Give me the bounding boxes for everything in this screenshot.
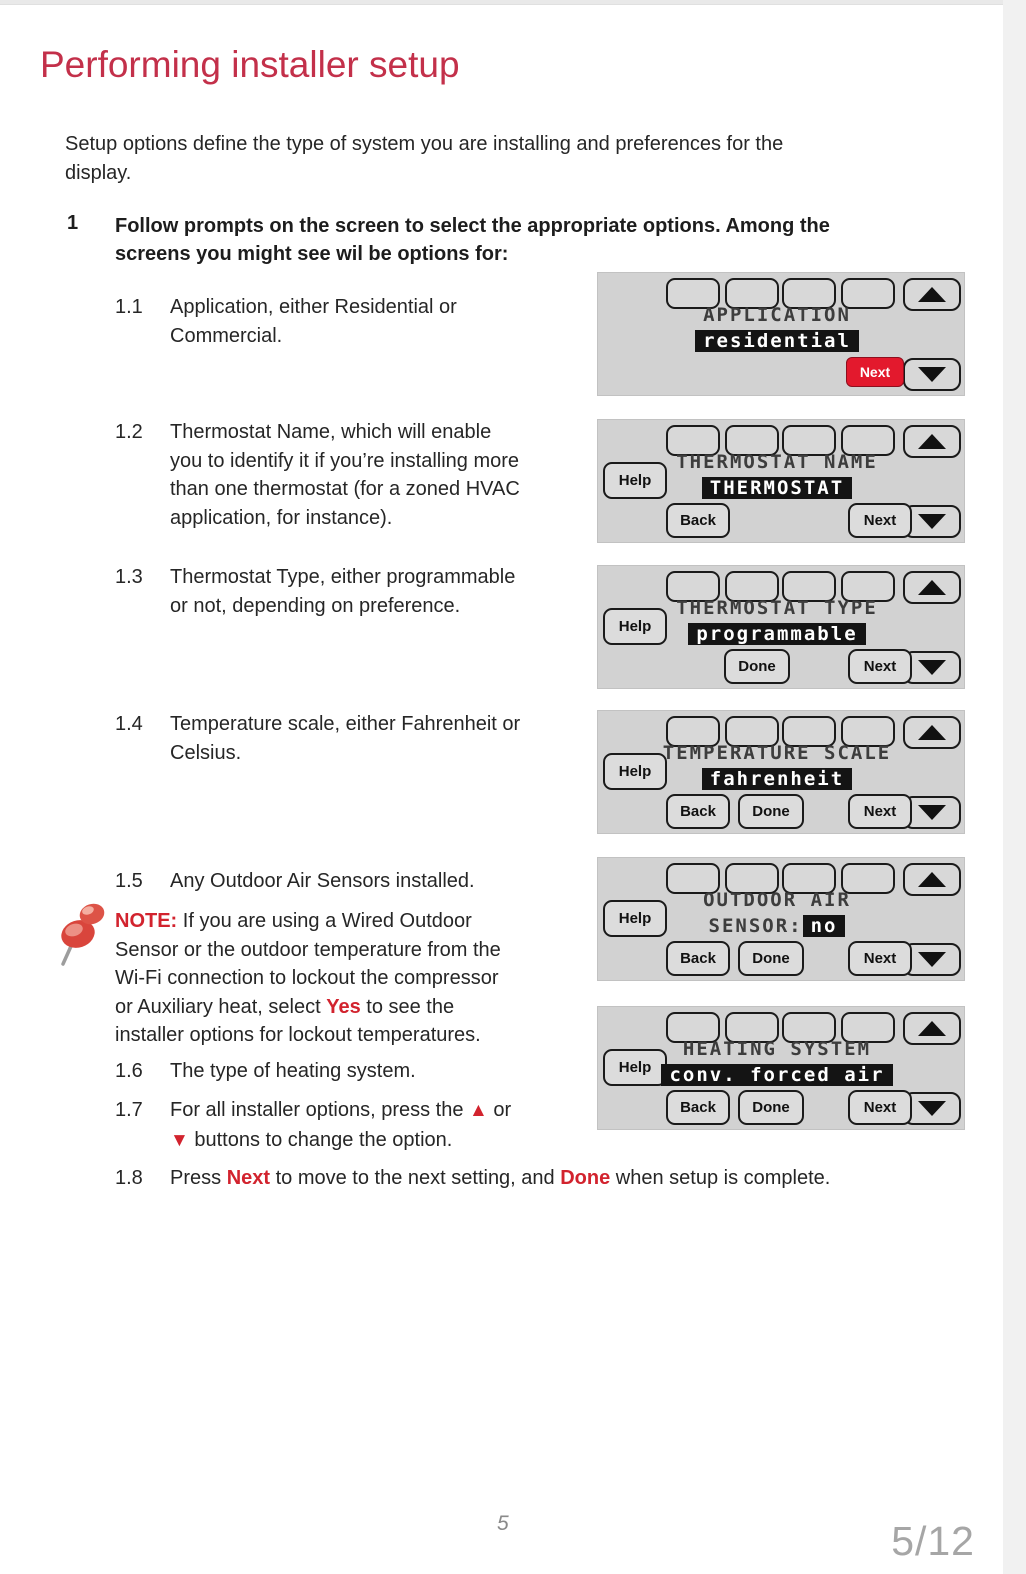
up-arrow-button [903, 863, 961, 896]
step-number: 1.5 [115, 870, 143, 892]
help-button: Help [603, 753, 667, 790]
step-1-3 [115, 563, 655, 620]
arrow-down-icon [918, 1101, 946, 1116]
step-text: Any Outdoor Air Sensors installed. [170, 870, 475, 892]
back-button: Back [666, 503, 730, 538]
thermostat-lcd [658, 303, 896, 354]
step-1-number: 1 [67, 212, 79, 234]
note-paragraph: NOTE: If you are using a Wired Outdoor Sensor or the outdoor temperature from the Wi-Fi connection to lockout the compressor or Auxiliary heat, select Yes to see the installer options for lockout temperatures. [115, 910, 501, 1046]
lcd-value-line: conv. forced air [661, 1063, 892, 1088]
arrow-up-icon [918, 1021, 946, 1036]
done-button: Done [738, 941, 804, 976]
thermostat-screen-thermostat-name [597, 419, 965, 543]
done-button: Done [738, 1090, 804, 1125]
step-text: The type of heating system. [170, 1060, 416, 1082]
help-button: Help [603, 462, 667, 499]
step-text: For all installer options, press the ▲ or ▼ buttons to change the option. [170, 1099, 512, 1151]
step-number: 1.1 [115, 296, 143, 318]
step-number: 1.6 [115, 1060, 143, 1082]
back-button: Back [666, 1090, 730, 1125]
step-1-heading: Follow prompts on the screen to select the appropriate options. Among the screens you might see wil be options for: [115, 215, 830, 265]
thermostat-screen-temperature-scale [597, 710, 965, 834]
step-1-1 [115, 293, 635, 350]
step-1-6 [115, 1057, 655, 1086]
page-number: 5 [497, 1512, 509, 1535]
up-arrow-button [903, 571, 961, 604]
step-text: Thermostat Name, which will enable you to identify it if you’re installing more than one thermostat (for a zoned HVAC application, for instance). [170, 421, 520, 529]
step-number: 1.7 [115, 1099, 143, 1121]
page-title: Performing installer setup [40, 44, 460, 85]
arrow-up-icon [918, 872, 946, 887]
step-1-4 [115, 710, 655, 767]
down-arrow-button [903, 358, 961, 391]
lcd-title: THERMOSTAT TYPE [676, 597, 878, 619]
lcd-value-line: residential [695, 329, 859, 354]
step-number: 1.4 [115, 713, 143, 735]
thermostat-screen-thermostat-type [597, 565, 965, 689]
arrow-down-icon [918, 514, 946, 529]
step-number: 1.8 [115, 1167, 143, 1189]
step-1-5 [115, 867, 655, 896]
viewer-top-edge [0, 0, 1026, 5]
step-1-7 [115, 1096, 655, 1155]
next-button: Next [848, 1090, 912, 1125]
back-button: Back [666, 794, 730, 829]
lcd-value-line: programmable [688, 622, 865, 647]
lcd-value-line: fahrenheit [702, 767, 852, 792]
done-button: Done [738, 794, 804, 829]
step-text: Thermostat Type, either programmable or not, depending on preference. [170, 566, 516, 617]
thermostat-lcd [658, 741, 896, 792]
arrow-down-icon [918, 367, 946, 382]
lcd-value-line: THERMOSTAT [702, 476, 852, 501]
next-button-red: Next [846, 357, 904, 387]
lcd-title: APPLICATION [703, 304, 851, 326]
step-text: Application, either Residential or Commercial. [170, 296, 457, 347]
arrow-up-icon [918, 725, 946, 740]
step-text: Press Next to move to the next setting, and Done when setup is complete. [170, 1167, 831, 1189]
thermostat-screen-application [597, 272, 965, 396]
lcd-title: THERMOSTAT NAME [676, 451, 878, 473]
arrow-down-icon [918, 660, 946, 675]
back-button: Back [666, 941, 730, 976]
lcd-value-line: SENSOR: no [709, 914, 846, 939]
page-position-indicator: 5/12 [891, 1518, 975, 1564]
pushpin-icon [58, 900, 108, 970]
thermostat-lcd [658, 888, 896, 939]
thermostat-screen-heating-system [597, 1006, 965, 1130]
arrow-up-icon [918, 580, 946, 595]
intro-paragraph: Setup options define the type of system you are installing and preferences for the display. [65, 133, 784, 184]
next-button: Next [848, 503, 912, 538]
lcd-title: TEMPERATURE SCALE [662, 742, 892, 764]
step-1-8 [115, 1164, 995, 1193]
thermostat-lcd [658, 596, 896, 647]
help-button: Help [603, 900, 667, 937]
next-button: Next [848, 649, 912, 684]
lcd-title: HEATING SYSTEM [682, 1038, 872, 1060]
help-button: Help [603, 608, 667, 645]
up-arrow-button [903, 425, 961, 458]
arrow-up-icon [918, 434, 946, 449]
done-button: Done [724, 649, 790, 684]
step-number: 1.2 [115, 421, 143, 443]
thermostat-screen-outdoor-air-sensor [597, 857, 965, 981]
step-1-2 [115, 418, 655, 532]
lcd-title: OUTDOOR AIR [703, 889, 851, 911]
next-button: Next [848, 794, 912, 829]
viewer-right-margin [1003, 0, 1026, 1574]
help-button: Help [603, 1049, 667, 1086]
arrow-up-icon [918, 287, 946, 302]
next-button: Next [848, 941, 912, 976]
step-text: Temperature scale, either Fahrenheit or Celsius. [170, 713, 521, 764]
up-arrow-button [903, 716, 961, 749]
arrow-down-icon [918, 805, 946, 820]
arrow-down-icon [918, 952, 946, 967]
thermostat-lcd [658, 450, 896, 501]
thermostat-lcd [658, 1037, 896, 1088]
up-arrow-button [903, 1012, 961, 1045]
step-number: 1.3 [115, 566, 143, 588]
up-arrow-button [903, 278, 961, 311]
